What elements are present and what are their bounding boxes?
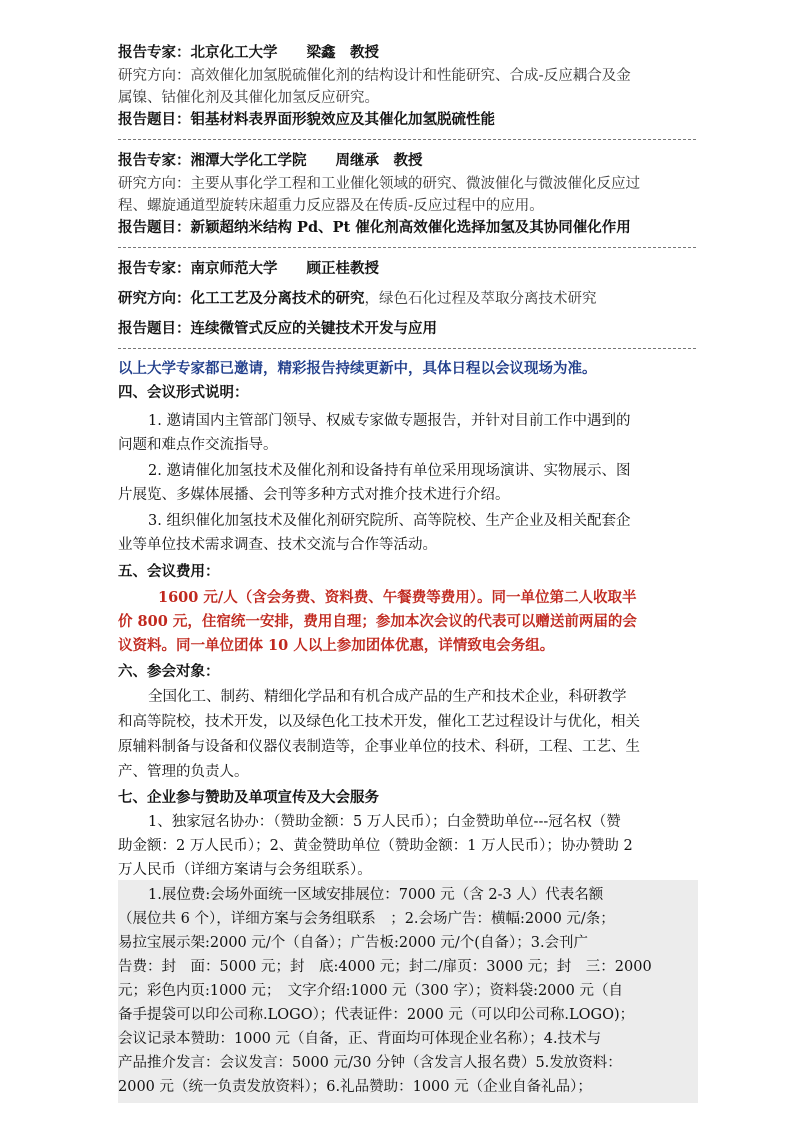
- services-line1: 1.展位费:会场外面统一区域安排展位：7000 元（含 2-3 人）代表名额: [148, 887, 604, 903]
- services-line3: 易拉宝展示架:2000 元/个（自备）；广告板:2000 元/个(自备）；3.会刊广: [118, 935, 589, 951]
- direction-2-line1: [118, 173, 698, 195]
- expert-label: 报告专家：: [118, 44, 191, 61]
- expert-2-line: [118, 150, 698, 172]
- direction-1-line1: [118, 65, 698, 87]
- section-5-heading: 五、会议费用：: [118, 563, 220, 580]
- sec4-item1-line2: 问题和难点作交流指导。: [118, 437, 278, 453]
- expert-name: 北京化工大学 梁鑫 教授: [190, 44, 379, 61]
- audience-line3: 原辅料制备与设备和仪器仪表制造等，企事业单位的技术、科研，工程、工艺、生: [118, 739, 640, 755]
- services-line9: 2000 元（统一负责发放资料）；6.礼品赞助：1000 元（企业自备礼品）；: [118, 1079, 592, 1095]
- topic-text: 钼基材料表界面形貌效应及其催化加氢脱硫性能: [190, 111, 495, 128]
- expert-name: 湘潭大学化工学院 周继承 教授: [190, 152, 423, 169]
- direction-1-line2: 属镍、钴催化剂及其催化加氢反应研究。: [118, 90, 379, 106]
- expert-name: 南京师范大学 顾正桂教授: [190, 260, 379, 277]
- services-line4: 告费：封 面：5000 元；封 底:4000 元；封二/扉页：3000 元；封 三：2000: [118, 959, 652, 975]
- section-4-heading: 四、会议形式说明：: [118, 384, 249, 401]
- sponsor-line2: 助金额：2 万人民币）；2、黄金赞助单位（赞助金额：1 万人民币）；协办赞助 2: [118, 838, 633, 854]
- services-line5: 元；彩色内页:1000 元； 文字介绍:1000 元（300 字）；资料袋:2000 元（自: [118, 983, 623, 999]
- services-line7: 会议记录本赞助：1000 元（自备，正、背面均可体现企业名称）；4.技术与: [118, 1031, 602, 1047]
- direction-label: 研究方向：: [118, 176, 191, 192]
- topic-label: 报告题目：: [118, 219, 191, 236]
- expert-label: 报告专家：: [118, 152, 191, 169]
- direction-label: 研究方向：: [118, 68, 191, 84]
- topic-label: 报告题目：: [118, 320, 191, 337]
- audience-line4: 产、管理的负责人。: [118, 764, 249, 780]
- audience-line2: 和高等院校，技术开发，以及绿色化工技术开发，催化工艺过程设计与优化，相关: [118, 714, 640, 730]
- audience-line1: 全国化工、制药、精细化学品和有机合成产品的生产和技术企业，科研教学: [148, 689, 627, 705]
- sec4-item2-line1: 2. 邀请催化加氢技术及催化剂和设备持有单位采用现场演讲、实物展示、图: [148, 463, 631, 479]
- fee-line1: 1600 元/人（含会务费、资料费、午餐费等费用）。同一单位第二人收取半: [158, 589, 637, 606]
- section-6-heading: 六、参会对象：: [118, 663, 220, 680]
- services-line6: 备手提袋可以印公司称.LOGO）；代表证件：2000 元（可以印公司称.LOGO)；: [118, 1007, 635, 1023]
- notice-text: 以上大学专家都已邀请，精彩报告持续更新中，具体日程以会议现场为准。: [118, 360, 597, 377]
- services-line8: 产品推介发言：会议发言：5000 元/30 分钟（含发言人报名费）5.发放资料：: [118, 1055, 622, 1071]
- topic-label: 报告题目：: [118, 111, 191, 128]
- direction-text: 高效催化加氢脱硫催化剂的结构设计和性能研究、合成-反应耦合及金: [190, 68, 631, 84]
- expert-3-line: [118, 258, 698, 280]
- sec4-item1-line1: 1. 邀请国内主管部门领导、权威专家做专题报告，并针对目前工作中遇到的: [148, 413, 631, 429]
- direction-text: ，绿色石化过程及萃取分离技术研究: [364, 291, 597, 307]
- direction-text-bold: 化工工艺及分离技术的研究: [190, 290, 365, 307]
- fee-line3: 议资料。同一单位团体 10 人以上参加团体优惠，详情致电会务组。: [118, 637, 555, 654]
- topic-1-line: [118, 109, 698, 131]
- services-line2: （展位共 6 个），详细方案与会务组联系 ；2.会场广告：横幅:2000 元/条；: [118, 911, 615, 927]
- topic-2-line: [118, 217, 698, 239]
- divider: [118, 247, 696, 248]
- expert-label: 报告专家：: [118, 260, 191, 277]
- sponsor-line1: 1、独家冠名协办：（赞助金额：5 万人民币）；白金赞助单位---冠名权（赞: [148, 814, 621, 830]
- divider: [118, 139, 696, 140]
- sec4-item2-line2: 片展览、多媒体展播、会刊等多种方式对推介技术进行介绍。: [118, 487, 510, 503]
- divider: [118, 348, 696, 349]
- topic-text: 新颖超纳米结构 Pd、Pt 催化剂高效催化选择加氢及其协同催化作用: [190, 219, 631, 236]
- direction-text: 主要从事化学工程和工业催化领域的研究、微波催化与微波催化反应过: [190, 176, 640, 192]
- expert-1-line: [118, 42, 698, 64]
- fee-line2: 价 800 元，住宿统一安排，费用自理；参加本次会议的代表可以赠送前两届的会: [118, 613, 637, 630]
- sponsor-line3: 万人民币（详细方案请与会务组联系）。: [118, 862, 372, 878]
- sec4-item3-line1: 3. 组织催化加氢技术及催化剂研究院所、高等院校、生产企业及相关配套企: [148, 513, 631, 529]
- direction-label: 研究方向：: [118, 290, 191, 307]
- topic-3-line: [118, 318, 698, 340]
- topic-text: 连续微管式反应的关键技术开发与应用: [190, 320, 437, 337]
- section-7-heading: 七、企业参与赞助及单项宣传及大会服务: [118, 789, 379, 806]
- sec4-item3-line2: 业等单位技术需求调查、技术交流与合作等活动。: [118, 537, 437, 553]
- direction-2-line2: 程、螺旋通道型旋转床超重力反应器及在传质-反应过程中的应用。: [118, 198, 544, 214]
- direction-3-line: [118, 288, 698, 310]
